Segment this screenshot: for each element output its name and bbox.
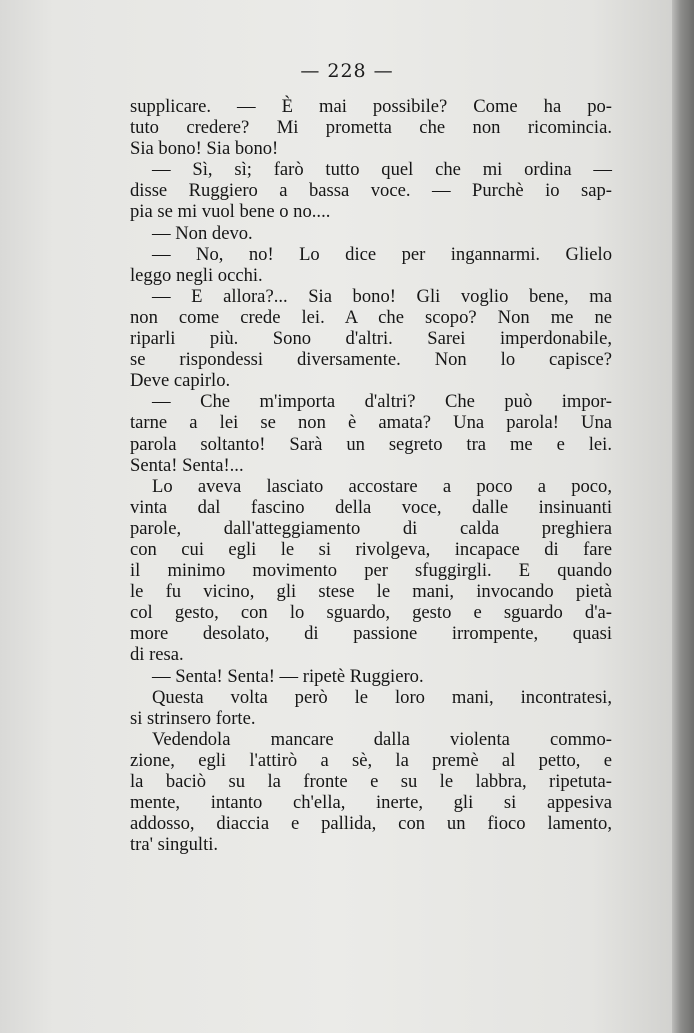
text-line: Senta! Senta!... (130, 454, 244, 476)
text-line: — Sì, sì; farò tutto quel che mi ordina — (152, 159, 612, 181)
text-line: more desolato, di passione irrompente, quasi (130, 623, 612, 645)
text-line: Vedendola mancare dalla violenta commo- (152, 728, 612, 750)
text-line: riparli più. Sono d'altri. Sarei imperdonabile, (130, 328, 612, 350)
text-line: pia se mi vuol bene o no.... (130, 201, 331, 223)
text-line: si strinsero forte. (130, 707, 256, 729)
text-line: Lo aveva lasciato accostare a poco a poco, (152, 475, 612, 497)
text-line: tuto credere? Mi prometta che non ricomincia. (130, 117, 612, 139)
text-line: con cui egli le si rivolgeva, incapace di fare (130, 538, 612, 560)
text-line: — Senta! Senta! — ripetè Ruggiero. (152, 665, 424, 687)
text-line: — No, no! Lo dice per ingannarmi. Glielo (152, 243, 612, 265)
page-number: — 228 — (300, 60, 394, 82)
text-line: leggo negli occhi. (130, 264, 263, 286)
text-line: disse Ruggiero a bassa voce. — Purchè io sap- (130, 180, 612, 202)
text-line: addosso, diaccia e pallida, con un fioco lamento, (130, 813, 612, 835)
text-line: mente, intanto ch'ella, inerte, gli si appesiva (130, 792, 612, 814)
text-line: Questa volta però le loro mani, incontratesi, (152, 686, 612, 708)
text-line: il minimo movimento per sfuggirgli. E quando (130, 560, 612, 582)
page-edge-shadow (672, 0, 694, 1033)
text-line: parola soltanto! Sarà un segreto tra me e lei. (130, 433, 612, 455)
body-text (130, 96, 612, 855)
text-line: supplicare. — È mai possibile? Come ha po- (130, 96, 612, 117)
text-line: le fu vicino, gli stese le mani, invocando pietà (130, 581, 612, 603)
text-line: zione, egli l'attirò a sè, la premè al petto, e (130, 749, 612, 771)
text-line: — E allora?... Sia bono! Gli voglio bene, ma (152, 285, 612, 307)
text-line: tra' singulti. (130, 834, 219, 856)
text-line: non come crede lei. A che scopo? Non me ne (130, 306, 612, 328)
text-line: Deve capirlo. (130, 370, 231, 392)
text-line: Sia bono! Sia bono! (130, 138, 279, 160)
text-line: parole, dall'atteggiamento di calda preghiera (130, 517, 612, 539)
text-line: — Non devo. (152, 222, 253, 244)
text-line: di resa. (130, 644, 184, 666)
text-line: la baciò su la fronte e su le labbra, ripetuta- (130, 771, 612, 792)
text-line: vinta dal fascino della voce, dalle insinuanti (130, 496, 612, 518)
text-line: se rispondessi diversamente. Non lo capisce? (130, 349, 612, 371)
text-line: tarne a lei se non è amata? Una parola! Una (130, 412, 612, 434)
text-line: col gesto, con lo sguardo, gesto e sguardo d'a- (130, 602, 612, 624)
text-line: — Che m'importa d'altri? Che può impor- (152, 391, 612, 413)
